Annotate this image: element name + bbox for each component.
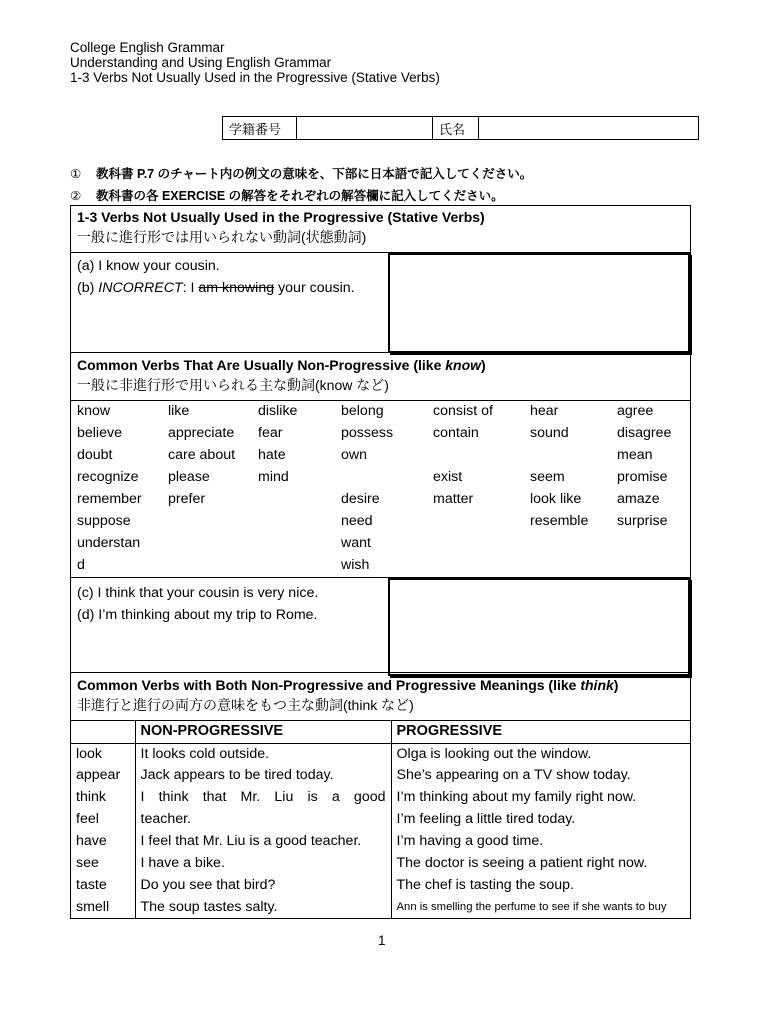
name-field[interactable] xyxy=(479,117,699,140)
example-d: (d) I’m thinking about my trip to Rome. xyxy=(77,607,318,623)
page-number: 1 xyxy=(378,933,386,948)
student-id-box xyxy=(222,116,699,140)
lesson-title: 1-3 Verbs Not Usually Used in the Progressive (Stative Verbs) xyxy=(70,70,440,85)
name-label: 氏名 xyxy=(433,117,479,140)
verb-row: remember prefer desire matter look like amaze xyxy=(77,491,660,507)
section4-title: Common Verbs with Both Non-Progressive and Progressive Meanings (like think) xyxy=(77,677,619,693)
section4-header xyxy=(71,674,690,715)
instruction-number: ② xyxy=(70,189,82,203)
section1-title: 1-3 Verbs Not Usually Used in the Progressive (Stative Verbs) xyxy=(77,209,485,225)
grammar-chart xyxy=(70,205,691,919)
section2-header xyxy=(71,354,690,395)
verb-row: understan want xyxy=(77,535,371,551)
table-row: look It looks cold outside. Olga is looking out the window. xyxy=(71,743,690,765)
example-a: (a) I know your cousin. xyxy=(77,258,220,274)
table-row: see I have a bike. The doctor is seeing a patient right now. xyxy=(71,853,690,875)
table-row: think I think that Mr. Liu is a good I’m thinking about my family right now. xyxy=(71,787,690,809)
verb-row: know like dislike belong consist of hear agree xyxy=(77,403,654,419)
section2-title: Common Verbs That Are Usually Non-Progressive (like know) xyxy=(77,357,486,373)
book-title: Understanding and Using English Grammar xyxy=(70,55,332,70)
section2-subtitle: 一般に非進行形で用いられる主な動詞(know など) xyxy=(77,377,389,393)
student-number-label: 学籍番号 xyxy=(223,117,297,140)
instruction-1 xyxy=(70,164,532,182)
table-row: appear Jack appears to be tired today. She’s appearing on a TV show today. xyxy=(71,765,690,787)
verb-row: doubt care about hate own mean xyxy=(77,447,653,463)
course-title: College English Grammar xyxy=(70,40,225,55)
verb-row: d wish xyxy=(77,557,370,573)
verb-row: suppose need resemble surprise xyxy=(77,513,668,529)
divider xyxy=(71,672,690,673)
struck-text: am knowing xyxy=(198,280,275,296)
table-row: smell The soup tastes salty. Ann is smelling the perfume to see if she wants to buy xyxy=(71,897,690,919)
section4-subtitle: 非進行と進行の両方の意味をもつ主な動詞(think など) xyxy=(77,697,414,713)
example-b: (b) INCORRECT: I am knowing your cousin. xyxy=(77,280,355,296)
answer-box-ab[interactable] xyxy=(388,253,690,353)
answer-box-cd[interactable] xyxy=(388,578,690,676)
table-row: taste Do you see that bird? The chef is tasting the soup. xyxy=(71,875,690,897)
verb-row: recognize please mind exist seem promise xyxy=(77,469,668,485)
document-header xyxy=(70,40,440,85)
table-header-row xyxy=(71,721,690,743)
instruction-2 xyxy=(70,186,504,204)
divider xyxy=(71,352,690,353)
instruction-number: ① xyxy=(70,167,82,181)
instruction-text: 教科書 P.7 のチャート内の例文の意味を、下部に日本語で記入してください。 xyxy=(96,167,533,181)
section1-header xyxy=(71,206,690,247)
student-number-field[interactable] xyxy=(297,117,433,140)
verb-meaning-table xyxy=(71,721,690,919)
example-c: (c) I think that your cousin is very nice. xyxy=(77,585,319,601)
column-header-progressive: PROGRESSIVE xyxy=(391,721,690,743)
stative-verb-list xyxy=(71,400,690,576)
incorrect-label: INCORRECT xyxy=(98,280,183,296)
column-header-nonprogressive: NON-PROGRESSIVE xyxy=(135,721,391,743)
section1-subtitle: 一般に進行形では用いられない動詞(状態動詞) xyxy=(77,229,367,245)
verb-row: believe appreciate fear possess contain sound disagree xyxy=(77,425,672,441)
table-row: have I feel that Mr. Liu is a good teacher. I’m having a good time. xyxy=(71,831,690,853)
instruction-text: 教科書の各 EXERCISE の解答をそれぞれの解答欄に記入してください。 xyxy=(96,189,504,203)
table-row: feel teacher. I’m feeling a little tired today. xyxy=(71,809,690,831)
